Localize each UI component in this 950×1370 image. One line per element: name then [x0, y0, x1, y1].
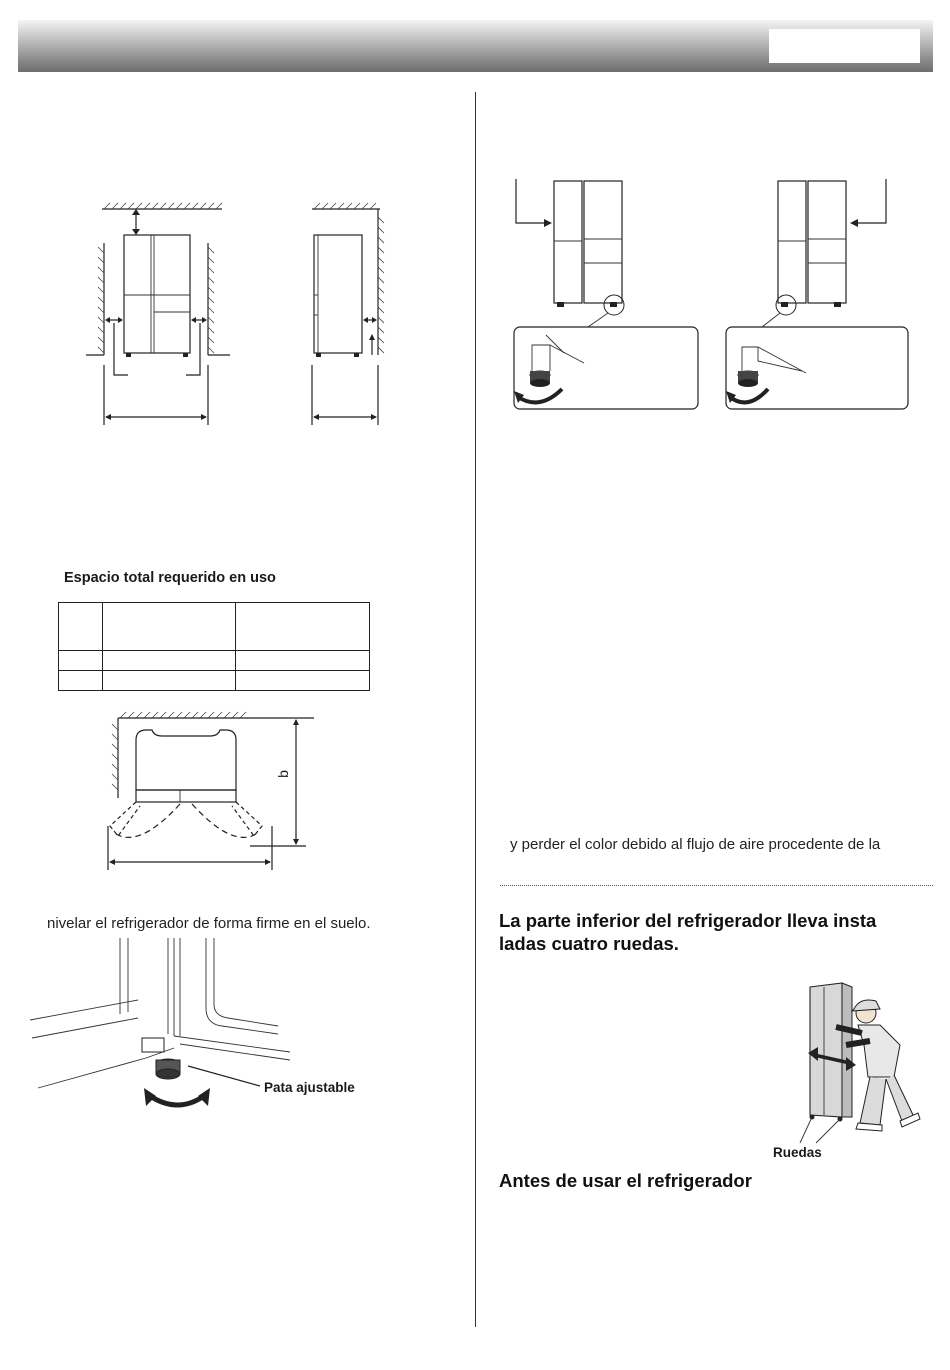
table-cell [236, 651, 370, 671]
header-page-box [769, 29, 920, 63]
door-swing-diagram [100, 708, 330, 878]
table-cell [236, 603, 370, 651]
space-table [58, 602, 370, 691]
table-caption: Espacio total requerido en uso [64, 570, 276, 586]
column-divider [475, 92, 476, 1327]
leveling-text: nivelar el refrigerador de forma firme en el suelo. [47, 915, 371, 932]
table-cell [103, 671, 236, 691]
wheels-heading-line1: La parte inferior del refrigerador lleva insta [499, 910, 877, 931]
door-alignment-diagram-right [722, 175, 912, 415]
adjustable-foot-label: Pata ajustable [264, 1080, 355, 1095]
wheels-heading-line2: ladas cuatro ruedas. [499, 933, 679, 954]
wheels-label: Ruedas [773, 1145, 822, 1160]
moving-fridge-illustration [790, 975, 925, 1140]
table-cell [59, 671, 103, 691]
dimension-label-b: b [274, 770, 291, 778]
table-cell [103, 651, 236, 671]
table-cell [236, 671, 370, 691]
dotted-separator [500, 885, 933, 886]
airflow-text: y perder el color debido al flujo de aire procedente de la [510, 836, 881, 853]
adjustable-foot-illustration [28, 938, 298, 1118]
clearance-diagram [80, 195, 390, 435]
table-cell [59, 651, 103, 671]
door-alignment-diagram-left [510, 175, 700, 415]
before-use-heading: Antes de usar el refrigerador [499, 1170, 752, 1191]
table-cell [103, 603, 236, 651]
table-cell [59, 603, 103, 651]
